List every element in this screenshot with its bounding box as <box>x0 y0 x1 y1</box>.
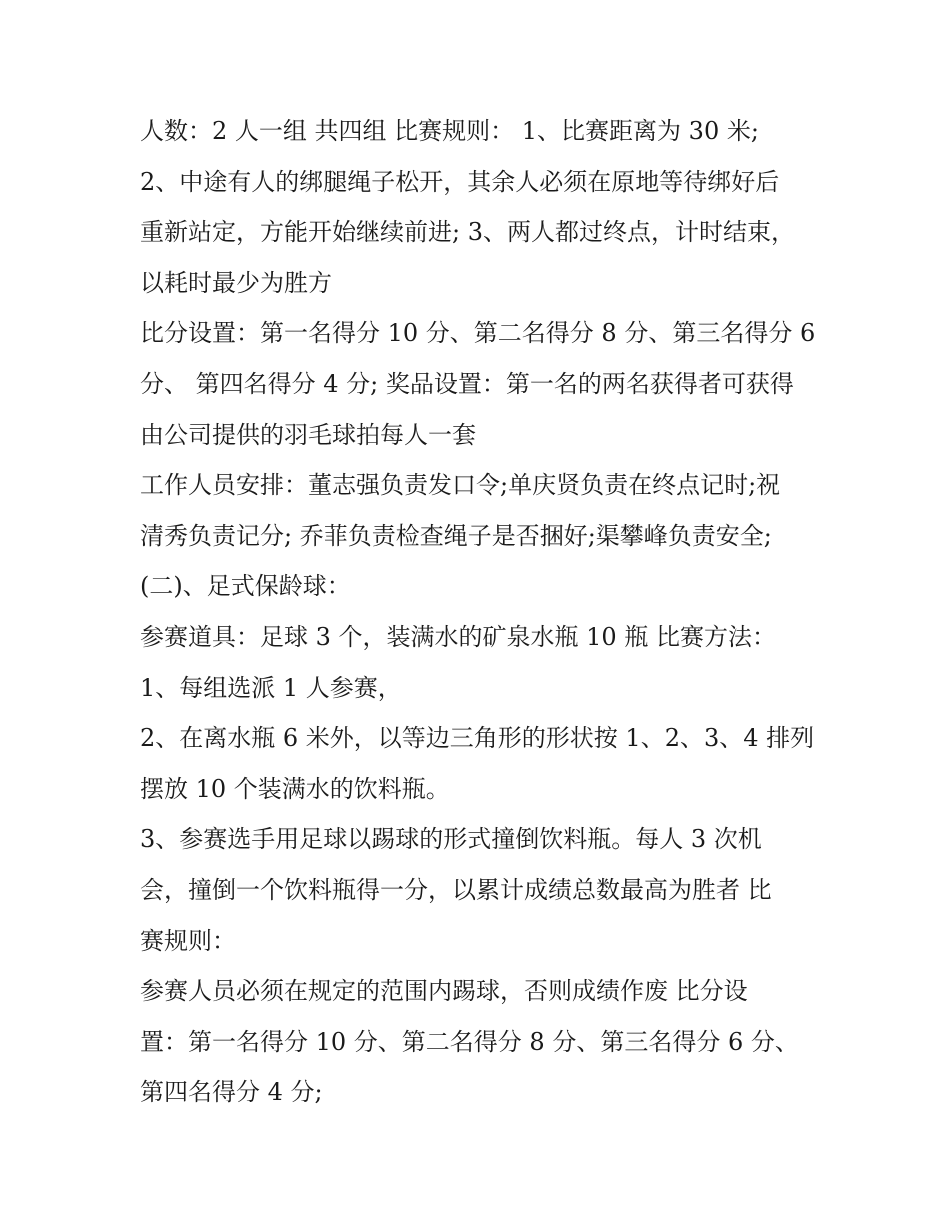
text-line-6: 分、 第四名得分 4 分; 奖品设置：第一名的两名获得者可获得 <box>140 369 794 398</box>
text-line-13: 2、在离水瓶 6 米外，以等边三角形的形状按 1、2、3、4 排列 <box>140 724 815 753</box>
section-heading: (二)、足式保龄球： <box>140 572 351 601</box>
text-line-9: 清秀负责记分; 乔菲负责检查绳子是否捆好;渠攀峰负责安全; <box>140 521 772 550</box>
text-line-20: 第四名得分 4 分; <box>140 1078 323 1107</box>
text-line-7: 由公司提供的羽毛球拍每人一套 <box>140 420 476 449</box>
text-line-4: 以耗时最少为胜方 <box>140 268 332 297</box>
text-line-5: 比分设置：第一名得分 10 分、第二名得分 8 分、第三名得分 6 <box>140 319 816 348</box>
text-line-8: 工作人员安排：董志强负责发口令;单庆贤负责在终点记时;祝 <box>140 471 781 500</box>
text-line-11: 参赛道具：足球 3 个，装满水的矿泉水瓶 10 瓶 比赛方法： <box>140 622 776 651</box>
text-line-3: 重新站定，方能开始继续前进; 3、两人都过终点，计时结束， <box>140 218 795 247</box>
text-line-16: 会，撞倒一个饮料瓶得一分，以累计成绩总数最高为胜者 比 <box>140 875 772 904</box>
text-line-12: 1、每组选派 1 人参赛， <box>140 673 402 702</box>
text-line-19: 置：第一名得分 10 分、第二名得分 8 分、第三名得分 6 分、 <box>140 1027 799 1056</box>
body-text <box>140 106 820 1118</box>
text-line-15: 3、参赛选手用足球以踢球的形式撞倒饮料瓶。每人 3 次机 <box>140 825 762 854</box>
text-line-17: 赛规则： <box>140 926 236 955</box>
text-line-1: 人数：2 人一组 共四组 比赛规则： 1、比赛距离为 30 米; <box>140 117 759 145</box>
text-line-14: 摆放 10 个装满水的饮料瓶。 <box>140 774 450 803</box>
text-line-2: 2、中途有人的绑腿绳子松开，其余人必须在原地等待绑好后 <box>140 167 780 196</box>
text-line-18: 参赛人员必须在规定的范围内踢球，否则成绩作废 比分设 <box>140 977 748 1006</box>
